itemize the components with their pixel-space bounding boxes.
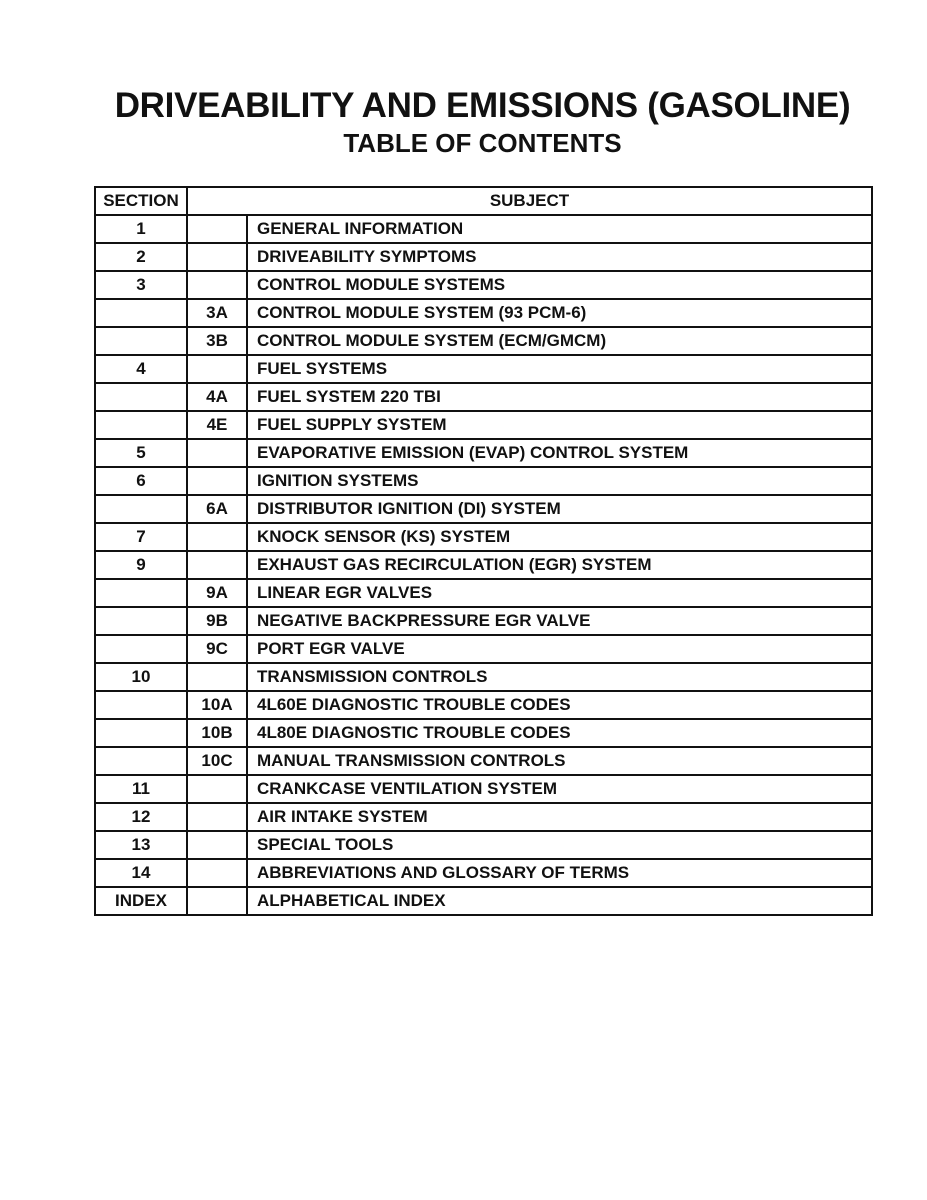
section-number bbox=[95, 579, 187, 607]
table-row bbox=[95, 747, 872, 775]
subject-text: CONTROL MODULE SYSTEMS bbox=[247, 271, 872, 299]
table-row bbox=[95, 523, 872, 551]
page-subtitle: TABLE OF CONTENTS bbox=[343, 128, 622, 158]
subsection-number: 4E bbox=[187, 411, 247, 439]
section-number bbox=[95, 327, 187, 355]
subject-text: DRIVEABILITY SYMPTOMS bbox=[247, 243, 872, 271]
table-row bbox=[95, 467, 872, 495]
subsection-number bbox=[187, 215, 247, 243]
subject-text: KNOCK SENSOR (KS) SYSTEM bbox=[247, 523, 872, 551]
subject-text: CRANKCASE VENTILATION SYSTEM bbox=[247, 775, 872, 803]
contents-table bbox=[94, 186, 873, 916]
subsection-number: 3B bbox=[187, 327, 247, 355]
subsection-number: 10C bbox=[187, 747, 247, 775]
subject-text: TRANSMISSION CONTROLS bbox=[247, 663, 872, 691]
section-number: INDEX bbox=[95, 887, 187, 915]
section-number bbox=[95, 747, 187, 775]
subsection-number bbox=[187, 355, 247, 383]
table-header-row bbox=[95, 187, 872, 215]
table-row bbox=[95, 635, 872, 663]
table-row bbox=[95, 439, 872, 467]
subsection-number bbox=[187, 775, 247, 803]
section-number: 1 bbox=[95, 215, 187, 243]
table-row bbox=[95, 607, 872, 635]
table-row bbox=[95, 411, 872, 439]
subsection-number bbox=[187, 551, 247, 579]
subject-text: EVAPORATIVE EMISSION (EVAP) CONTROL SYSTEM bbox=[247, 439, 872, 467]
table-row bbox=[95, 243, 872, 271]
table-row bbox=[95, 803, 872, 831]
table-row bbox=[95, 691, 872, 719]
subsection-number bbox=[187, 887, 247, 915]
subject-column-header: SUBJECT bbox=[187, 187, 872, 215]
subject-text: LINEAR EGR VALVES bbox=[247, 579, 872, 607]
subsection-number bbox=[187, 803, 247, 831]
subsection-number bbox=[187, 859, 247, 887]
table-row bbox=[95, 887, 872, 915]
table-row bbox=[95, 383, 872, 411]
section-column-header: SECTION bbox=[95, 187, 187, 215]
section-number bbox=[95, 495, 187, 523]
section-number bbox=[95, 607, 187, 635]
section-number bbox=[95, 383, 187, 411]
subsection-number bbox=[187, 439, 247, 467]
subject-text: FUEL SYSTEMS bbox=[247, 355, 872, 383]
table-row bbox=[95, 579, 872, 607]
subject-text: FUEL SYSTEM 220 TBI bbox=[247, 383, 872, 411]
section-number: 14 bbox=[95, 859, 187, 887]
subject-text: FUEL SUPPLY SYSTEM bbox=[247, 411, 872, 439]
table-row bbox=[95, 495, 872, 523]
section-number: 5 bbox=[95, 439, 187, 467]
subsection-number bbox=[187, 663, 247, 691]
section-number: 10 bbox=[95, 663, 187, 691]
table-row bbox=[95, 831, 872, 859]
section-number bbox=[95, 691, 187, 719]
page-title: DRIVEABILITY AND EMISSIONS (GASOLINE) bbox=[114, 86, 851, 125]
section-number bbox=[95, 719, 187, 747]
subject-text: DISTRIBUTOR IGNITION (DI) SYSTEM bbox=[247, 495, 872, 523]
subsection-number: 10B bbox=[187, 719, 247, 747]
table-row bbox=[95, 551, 872, 579]
section-number: 12 bbox=[95, 803, 187, 831]
section-number bbox=[95, 635, 187, 663]
section-number: 11 bbox=[95, 775, 187, 803]
section-number: 6 bbox=[95, 467, 187, 495]
section-number bbox=[95, 411, 187, 439]
subsection-number bbox=[187, 467, 247, 495]
subject-text: 4L80E DIAGNOSTIC TROUBLE CODES bbox=[247, 719, 872, 747]
subject-text: NEGATIVE BACKPRESSURE EGR VALVE bbox=[247, 607, 872, 635]
subject-text: EXHAUST GAS RECIRCULATION (EGR) SYSTEM bbox=[247, 551, 872, 579]
table-body bbox=[95, 215, 872, 915]
subject-text: PORT EGR VALVE bbox=[247, 635, 872, 663]
subsection-number: 9C bbox=[187, 635, 247, 663]
section-number bbox=[95, 299, 187, 327]
subject-text: ABBREVIATIONS AND GLOSSARY OF TERMS bbox=[247, 859, 872, 887]
subsection-number: 4A bbox=[187, 383, 247, 411]
section-number: 4 bbox=[95, 355, 187, 383]
subject-text: 4L60E DIAGNOSTIC TROUBLE CODES bbox=[247, 691, 872, 719]
table-row bbox=[95, 775, 872, 803]
subsection-number bbox=[187, 271, 247, 299]
subject-text: CONTROL MODULE SYSTEM (93 PCM-6) bbox=[247, 299, 872, 327]
subsection-number: 3A bbox=[187, 299, 247, 327]
subsection-number: 6A bbox=[187, 495, 247, 523]
subject-text: AIR INTAKE SYSTEM bbox=[247, 803, 872, 831]
subsection-number: 9A bbox=[187, 579, 247, 607]
subject-text: GENERAL INFORMATION bbox=[247, 215, 872, 243]
subject-text: SPECIAL TOOLS bbox=[247, 831, 872, 859]
table-row bbox=[95, 859, 872, 887]
table-row bbox=[95, 271, 872, 299]
table-row bbox=[95, 327, 872, 355]
subject-text: MANUAL TRANSMISSION CONTROLS bbox=[247, 747, 872, 775]
subsection-number bbox=[187, 523, 247, 551]
section-number: 13 bbox=[95, 831, 187, 859]
subject-text: IGNITION SYSTEMS bbox=[247, 467, 872, 495]
subject-text: CONTROL MODULE SYSTEM (ECM/GMCM) bbox=[247, 327, 872, 355]
table-row bbox=[95, 355, 872, 383]
section-number: 7 bbox=[95, 523, 187, 551]
subsection-number bbox=[187, 243, 247, 271]
subject-text: ALPHABETICAL INDEX bbox=[247, 887, 872, 915]
section-number: 3 bbox=[95, 271, 187, 299]
subsection-number: 9B bbox=[187, 607, 247, 635]
table-row bbox=[95, 663, 872, 691]
table-row bbox=[95, 299, 872, 327]
subsection-number bbox=[187, 831, 247, 859]
subsection-number: 10A bbox=[187, 691, 247, 719]
table-row bbox=[95, 215, 872, 243]
section-number: 9 bbox=[95, 551, 187, 579]
table-row bbox=[95, 719, 872, 747]
section-number: 2 bbox=[95, 243, 187, 271]
